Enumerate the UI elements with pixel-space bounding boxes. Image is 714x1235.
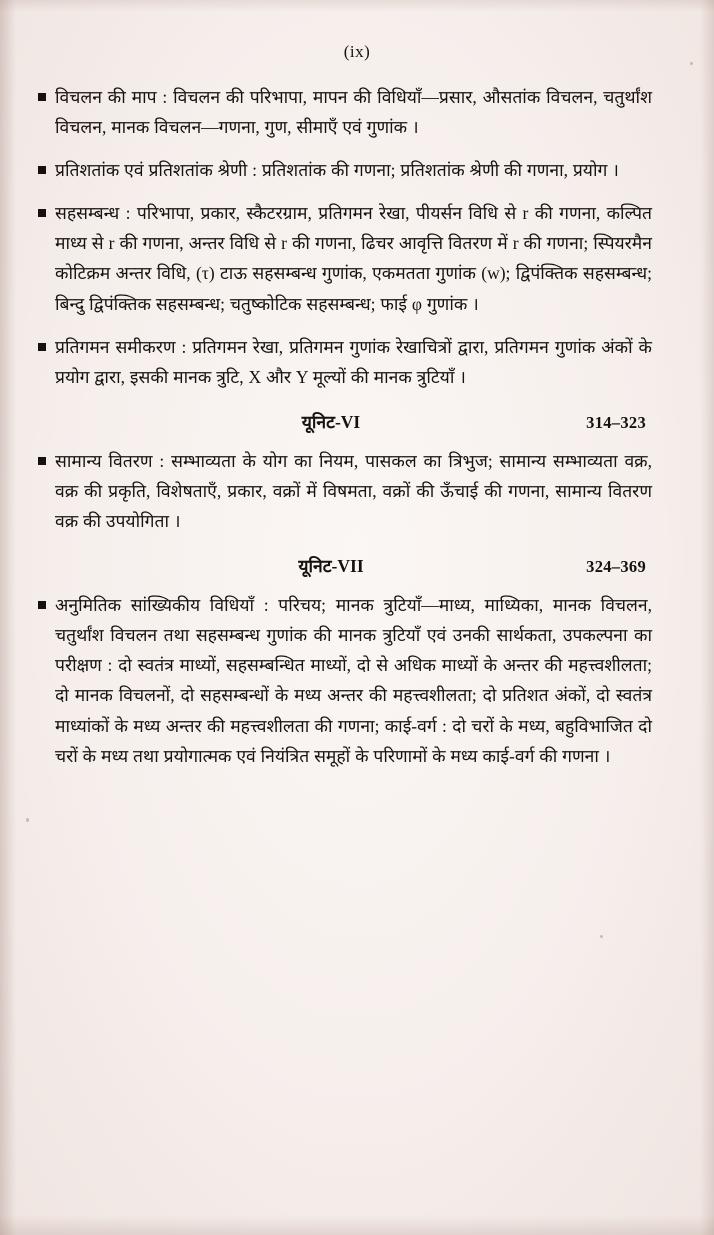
bullet-text: प्रतिगमन समीकरण : प्रतिगमन रेखा, प्रतिगमन गुणांक रेखाचित्रों द्वारा, प्रतिगमन गुणांक अंकों के प्रयोग द्वारा, इसकी मानक त्रुटि, X और Y मूल्यों की मानक त्रुटियाँ । xyxy=(55,336,652,387)
bullet-text: विचलन की माप : विचलन की परिभापा, मापन की विधियाँ—प्रसार, औसतांक विचलन, चतुर्थांश विचलन, मानक विचलन—गणना, गुण, सीमाएँ एवं गुणांक । xyxy=(55,87,652,138)
bullet-pratigaman-samikaran xyxy=(38,332,652,392)
bullet-anumitik-sankhyikiya xyxy=(38,590,652,771)
bullet-text: सहसम्बन्ध : परिभापा, प्रकार, स्कैटरग्राम, प्रतिगमन रेखा, पीयर्सन विधि से r की गणना, कल्पित माध्य से r की गणना, अन्तर विधि से r की गणना, ढिचर आवृत्ति वितरण में r की गणना; स्पियरमैन कोटिक्रम अन्तर विधि, (τ) टाऊ सहसम्बन्ध गुणांक, एकमतता गुणांक (w); द्विपंक्तिक सहसम्बन्ध; बिन्दु द्विपंक्तिक सहसम्बन्ध; चतुष्कोटिक सहसम्बन्ध; फाई φ गुणांक । xyxy=(55,203,652,314)
bullet-square-icon xyxy=(38,209,46,217)
unit-heading-vi xyxy=(38,410,652,434)
bullet-pratishatank xyxy=(38,155,652,185)
unit-title: यूनिट-VI xyxy=(301,411,361,432)
bullet-square-icon xyxy=(38,166,46,174)
unit-page-range: 324–369 xyxy=(586,557,646,577)
bullet-sahsambandh xyxy=(38,198,652,318)
bullet-square-icon xyxy=(38,601,46,609)
bullet-square-icon xyxy=(38,93,46,101)
bullet-text: प्रतिशतांक एवं प्रतिशतांक श्रेणी : प्रतिशतांक की गणना; प्रतिशतांक श्रेणी की गणना, प्रयोग । xyxy=(55,160,619,181)
unit-heading-vii xyxy=(38,554,652,578)
unit-title: यूनिट-VII xyxy=(298,556,364,577)
bullet-samanya-vitaran xyxy=(38,446,652,536)
bullet-text: अनुमितिक सांख्यिकीय विधियाँ : परिचय; मानक त्रुटियाँ—माध्य, माध्यिका, मानक विचलन, चतुर्थांश विचलन तथा सहसम्बन्ध गुणांक की मानक त्रुटियाँ एवं उनकी सार्थकता, उपकल्पना का परीक्षण : दो स्वतंत्र माध्यों, सहसम्बन्धित माध्यों, दो से अधिक माध्यों के अन्तर की महत्त्वशीलता; दो मानक विचलनों, दो सहसम्बन्धों के मध्य अन्तर की महत्त्वशीलता; दो प्रतिशत अंकों, दो स्वतंत्र माध्यांकों के मध्य अन्तर की महत्त्वशीलता की गणना; काई-वर्ग : दो चरों के मध्य, बहुविभाजित दो चरों के मध्य तथा प्रयोगात्मक एवं नियंत्रित समूहों के परिणामों के मध्य काई-वर्ग की गणना । xyxy=(55,595,652,766)
bullet-vichalan-ki-maap xyxy=(38,82,652,142)
page-number: (ix) xyxy=(343,42,371,61)
bullet-square-icon xyxy=(38,343,46,351)
bullet-text: सामान्य वितरण : सम्भाव्यता के योग का नियम, पासकल का त्रिभुज; सामान्य सम्भाव्यता वक्र, वक्र की प्रकृति, विशेषताएँ, प्रकार, वक्रों में विषमता, वक्रों की ऊँचाई की गणना, सामान्य वितरण वक्र की उपयोगिता । xyxy=(55,450,652,532)
unit-page-range: 314–323 xyxy=(586,412,646,432)
bullet-square-icon xyxy=(38,457,46,465)
contents-list xyxy=(38,82,652,771)
